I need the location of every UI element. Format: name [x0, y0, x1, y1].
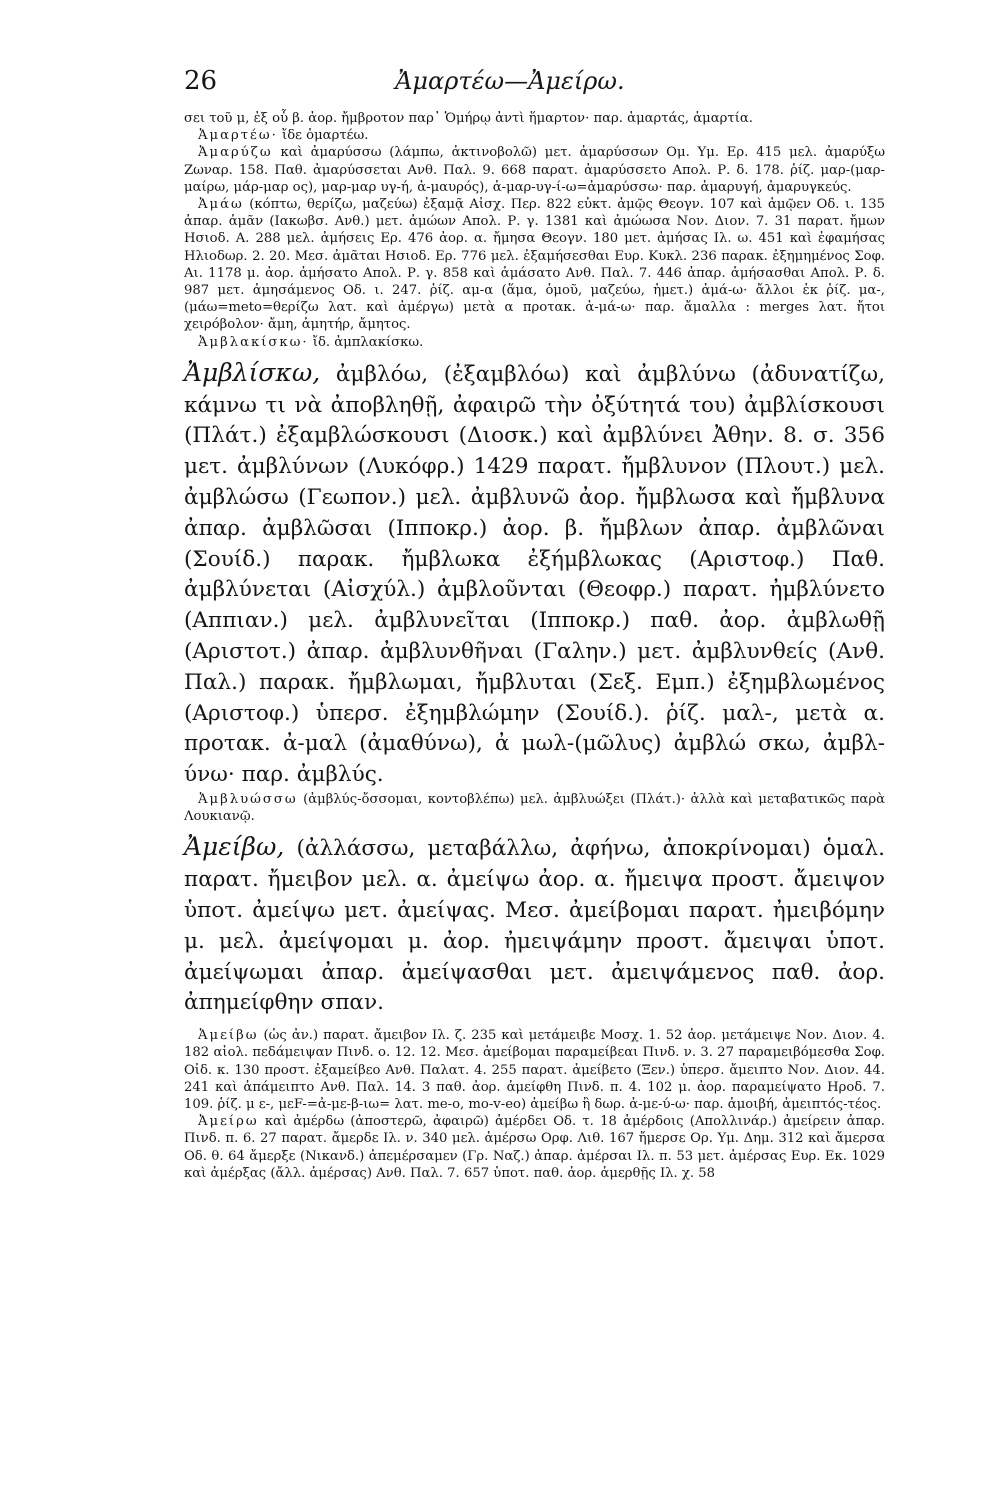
entry-continuation — [184, 110, 885, 127]
entry-headword: Ἀμείβω — [198, 1028, 259, 1044]
entry-text: (ἀμβλύς-ὄσσομαι, κοντοβλέπω) μελ. ἀμβλυώξει (Πλάτ.)· ἀλλὰ καὶ μεταβατικῶς παρὰ Λουκιανῷ. — [184, 792, 885, 825]
entry — [184, 127, 885, 144]
entry-headword: Ἀμάω — [198, 197, 244, 213]
entry-headword: Ἀμαρύζω — [198, 145, 273, 161]
entry-text: ἴδ. ἀμπλακίσκω. — [312, 334, 424, 350]
entry-headword: Ἀμείρω — [198, 1114, 259, 1130]
entry-headword: Ἀμαρτέω· — [198, 128, 278, 144]
entry-text: ἴδε ὁμαρτέω. — [282, 128, 369, 144]
entry-headword: Ἀμβλακίσκω· — [198, 334, 309, 350]
running-head: Ἀμαρτέω—Ἀμείρω. — [395, 67, 625, 95]
entry — [184, 1113, 885, 1182]
entry-text: καὶ ἀμαρύσσω (λάμπω, ἀκτινοβολῶ) μετ. ἀμαρύσσων Ομ. Υμ. Ερ. 415 μελ. ἀμαρύξω Ζωναρ. 158. Παθ. ἀμαρύσσεται Ανθ. Παλ. 9. 668 παρατ. ἀμαρύσσετο Απολ. Ρ. δ. 178. ῥίζ. μαρ-(μαρ-μαίρω, μάρ-μαρ ος), μαρ-μαρ υγ-ή, ἀ-μαυρός), ἀ-μαρ-υγ-ί-ω=ἀμαρύσσω· παρ. ἀμαρυγή, ἀμαρυγκεύς. — [184, 145, 885, 195]
main-entry — [184, 832, 885, 1019]
entry — [184, 144, 885, 196]
entry — [184, 1027, 885, 1113]
entry-text: (ἀλλάσσω, μεταβάλλω, ἀφήνω, ἀποκρίνομαι) ὁμαλ. παρατ. ἤμειβον μελ. α. ἀμείψω ἀορ. α. ἤμειψα προστ. ἄμειψον ὑποτ. ἀμείψω μετ. ἀμείψας. Μεσ. ἀμείβομαι παρατ. ἠμειβόμην μ. μελ. ἀμείψομαι μ. ἀορ. ἠμειψάμην προστ. ἄμειψαι ὑποτ. ἀμείψωμαι ἀπαρ. ἀμείψασθαι μετ. ἀμειψάμενος παθ. ἀορ. ἀπημείφθην σπαν. — [184, 836, 885, 1016]
entry-headword: Ἀμείβω, — [184, 832, 285, 862]
entry-text: (κόπτω, θερίζω, μαζεύω) ἐξαμᾷ Αἰσχ. Περ. 822 εὐκτ. ἀμῷς Θεογν. 107 καὶ ἀμῷεν Οδ. ι. 135 ἀπαρ. ἀμᾶν (Ιακωβσ. Ανθ.) μετ. ἀμώων Απολ. Ρ. γ. 1381 καὶ ἀμώωσα Νον. Διον. 7. 31 παρατ. ἤμων Ησιοδ. Α. 288 μελ. ἀμήσεις Ερ. 476 ἀορ. α. ἤμησα Θεογν. 180 μετ. ἀμήσας Ιλ. ω. 451 καὶ ἐφαμήσας Ηλιοδωρ. 2. 20. Μεσ. ἀμᾶται Ησιοδ. Ερ. 776 μελ. ἐξαμήσεσθαι Ευρ. Κυκλ. 236 παρακ. ἐξημημένος Σοφ. Αι. 1178 μ. ἀορ. ἀμήσατο Απολ. Ρ. γ. 858 καὶ ἀμάσατο Ανθ. Παλ. 7. 446 ἀπαρ. ἀμήσασθαι Απολ. Ρ. δ. 987 μετ. ἀμησάμενος Οδ. ι. 247. ῥίζ. αμ-α (ἅμα, ὁμοῦ, μαζεύω, ἡμετ.) ἀμά-ω· ἄλλοι ἐκ ῥίζ. μα-, (μάω=meto=θερίζω λατ. καὶ ἀμέργω) μετὰ α προτακ. ἀ-μά-ω· παρ. ἄμαλλα : merges λατ. ἤτοι χειρόβολον· ἄμη, ἀμητήρ, ἄμητος. — [184, 197, 885, 333]
entry — [184, 196, 885, 334]
entry-text: ἀμβλόω, (ἐξαμβλόω) καὶ ἀμβλύνω (ἀδυνατίζω, κάμνω τι νὰ ἀποβληθῇ, ἀφαιρῶ τὴν ὀξύτητά του) ἀμβλίσκουσι (Πλάτ.) ἐξαμβλώσκουσι (Διοσκ.) καὶ ἀμβλύνει Ἀθην. 8. σ. 356 μετ. ἀμβλύνων (Λυκόφρ.) 1429 παρατ. ἤμβλυνον (Πλουτ.) μελ. ἀμβλώσω (Γεωπον.) μελ. ἀμβλυνῶ ἀορ. ἤμβλωσα καὶ ἤμβλυνα ἀπαρ. ἀμβλῶσαι (Ιπποκρ.) ἀορ. β. ἤμβλων ἀπαρ. ἀμβλῶναι (Σουίδ.) παρακ. ἤμβλωκα ἐξήμβλωκας (Αριστοφ.) Παθ. ἀμβλύνεται (Αἰσχύλ.) ἀμβλοῦνται (Θεοφρ.) παρατ. ἠμβλύνετο (Αππιαν.) μελ. ἀμβλυνεῖται (Ιπποκρ.) παθ. ἀορ. ἀμβλωθῇ (Αριστοτ.) ἀπαρ. ἀμβλυνθῆναι (Γαλην.) μετ. ἀμβλυνθείς (Ανθ. Παλ.) παρακ. ἤμβλωμαι, ἤμβλυται (Σεξ. Εμπ.) ἐξημβλωμένος (Αριστοφ.) ὑπερσ. ἐξημβλώμην (Σουίδ.). ῥίζ. μαλ-, μετὰ α. προτακ. ἀ-μαλ (ἀμαθύνω), ἀ μωλ-(μῶλυς) ἀμβλώ σκω, ἀμβλ-ύνω· παρ. ἀμβλύς. — [184, 361, 885, 788]
page-header — [184, 66, 885, 110]
entry-text: σει τοῦ μ, ἐξ οὗ β. ἀορ. ἤμβροτον παρ᾽ Ὁμήρῳ ἀντὶ ἥμαρτον· παρ. ἁμαρτάς, ἁμαρτία. — [184, 111, 753, 126]
entries-column — [184, 110, 885, 1182]
entry-headword: Ἀμβλυώσσω — [198, 792, 298, 807]
entry — [184, 334, 885, 351]
entry — [184, 791, 885, 825]
page-number: 26 — [184, 66, 218, 96]
entry-text: καὶ ἀμέρδω (ἀποστερῶ, ἀφαιρῶ) ἀμέρδει Οδ. τ. 18 ἀμέρδοις (Απολλινάρ.) ἀμείρειν ἀπαρ. Πινδ. π. 6. 27 παρατ. ἄμερδε Ιλ. ν. 340 μελ. ἀμέρσω Ορφ. Λιθ. 167 ἤμερσε Ορ. Υμ. Δημ. 312 καὶ ἄμερσα Οδ. θ. 64 ἄμερξε (Νικανδ.) ἀπεμέρσαμεν (Γρ. Ναζ.) ἀπαρ. ἀμέρσαι Ιλ. π. 53 μετ. ἀμέρσας Ευρ. Εκ. 1029 καὶ ἀμέρξας (ἄλλ. ἀμέρσας) Ανθ. Παλ. 7. 657 ὑποτ. παθ. ἀορ. ἀμερθῇς Ιλ. χ. 58 — [184, 1114, 885, 1181]
main-entry — [184, 358, 885, 791]
entry-headword: Ἀμβλίσκω, — [184, 357, 321, 387]
entry-text: (ὡς ἀν.) παρατ. ἄμειβον Ιλ. ζ. 235 καὶ μετάμειβε Μοσχ. 1. 52 ἀορ. μετάμειψε Νον. Διον. 4. 182 αἰολ. πεδάμειψαν Πινδ. ο. 12. 12. Μεσ. ἀμείβομαι παραμείβεαι Πινδ. ν. 3. 27 παραμειβόμεσθα Σοφ. Οἰδ. κ. 130 προστ. ἐξαμείβεο Ανθ. Παλατ. 4. 255 παρατ. ἀμείβετο (Ξεν.) ὑπερσ. ἄμειπτο Νον. Διον. 44. 241 καὶ ἀπάμειπτο Ανθ. Παλ. 14. 3 παθ. ἀορ. ἀμείφθη Πινδ. π. 4. 102 μ. ἀορ. παραμείψατο Ηροδ. 7. 109. ῥίζ. μ ε-, μεF-=ἀ-με-β-ιω= λατ. me-o, mo-v-eo) ἀμείβω ἢ δωρ. ἀ-με-ύ-ω· παρ. ἀμοιβή, ἀμειπτός-τέος. — [184, 1028, 885, 1112]
